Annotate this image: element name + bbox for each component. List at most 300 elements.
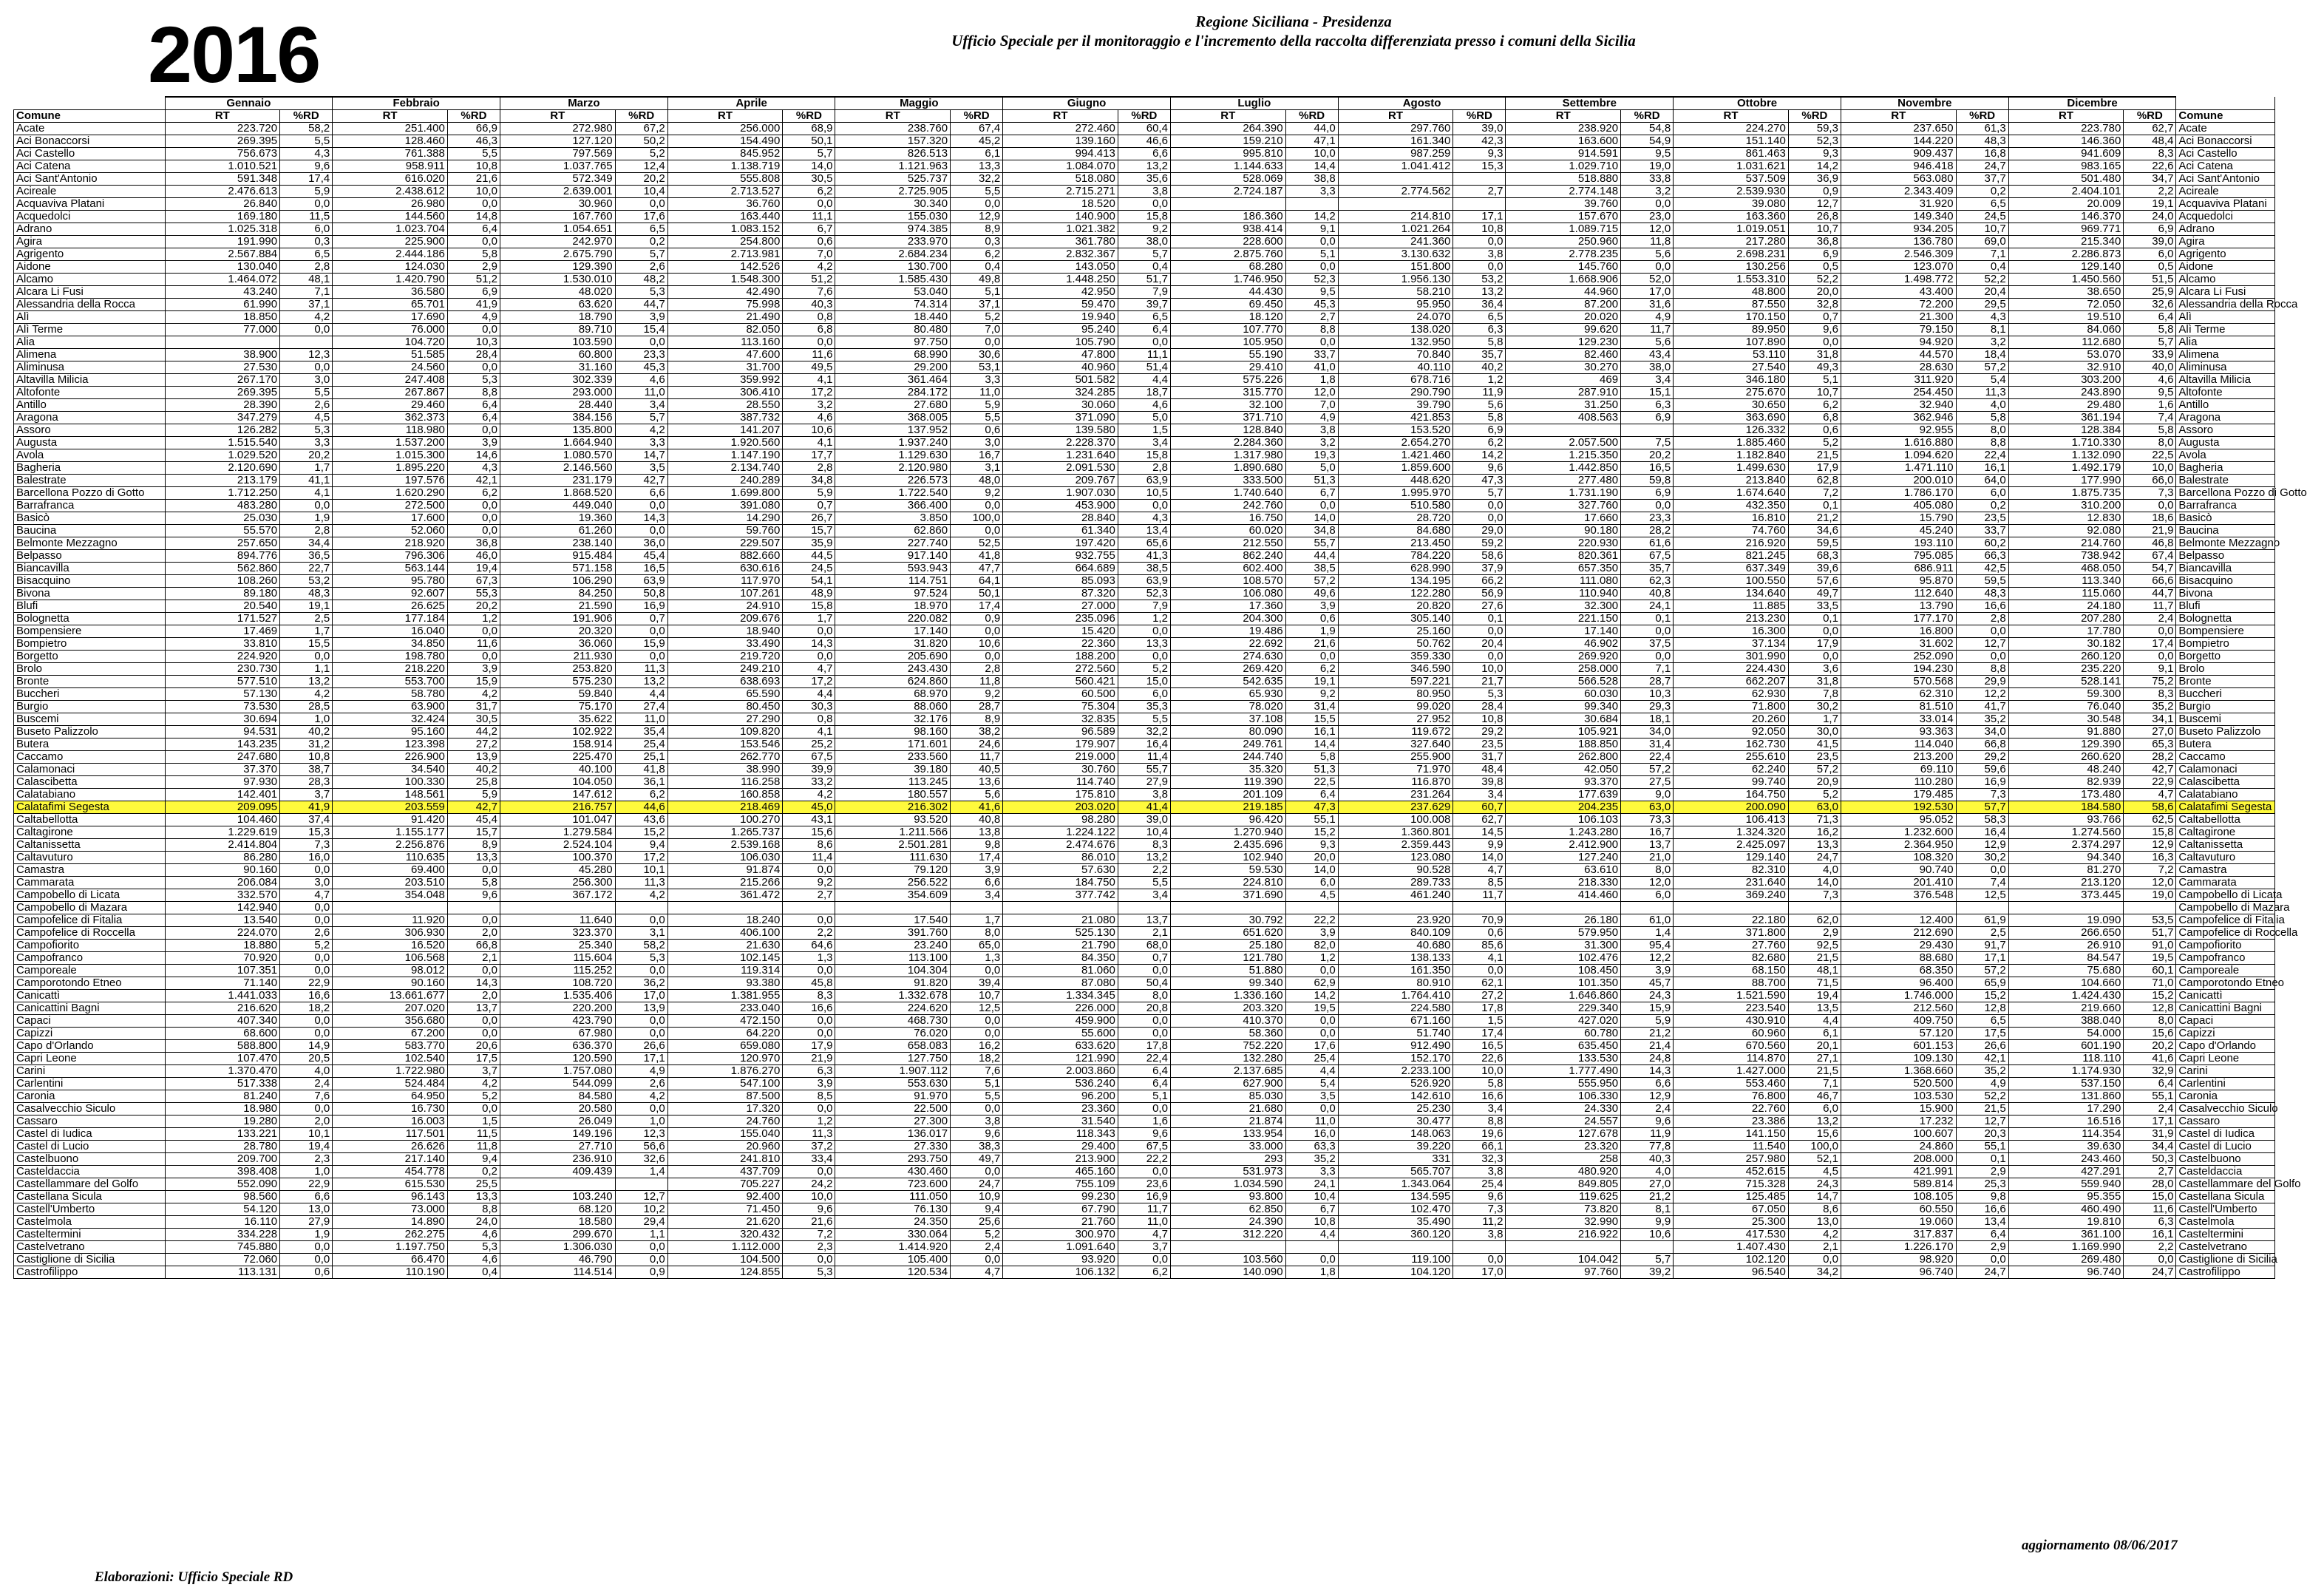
- rt-cell: 102.476: [1506, 952, 1621, 965]
- rt-cell: 2.713.527: [667, 186, 783, 198]
- rt-cell: 114.870: [1674, 1053, 1789, 1065]
- rd-cell: 0,1: [1788, 500, 1841, 512]
- rt-cell: 229.507: [667, 537, 783, 550]
- rd-cell: 6,8: [1788, 412, 1841, 424]
- rt-cell: 39.630: [2008, 1141, 2124, 1153]
- rt-cell: 217.140: [333, 1153, 448, 1166]
- comune-cell-right: Basicò: [2176, 512, 2275, 525]
- rd-cell: 3,1: [615, 927, 667, 940]
- rd-cell: 3,3: [1285, 186, 1338, 198]
- rd-cell: 4,3: [1118, 512, 1170, 525]
- rd-cell: 41,9: [447, 299, 500, 311]
- rt-cell: 31.820: [835, 638, 951, 651]
- rd-cell: 4,6: [615, 374, 667, 387]
- rd-cell: 21,9: [2124, 525, 2176, 537]
- rd-cell: 0,0: [1118, 1166, 1170, 1178]
- rd-cell: 12,7: [1956, 638, 2008, 651]
- rt-cell: 22.180: [1674, 914, 1789, 927]
- rd-cell: 40,2: [1453, 361, 1506, 374]
- rt-cell: 30.182: [2008, 638, 2124, 651]
- comune-cell: Calatabiano: [14, 789, 166, 801]
- rd-cell: [1956, 902, 2008, 914]
- rd-cell: 0,0: [2124, 500, 2176, 512]
- rd-cell: 5,3: [783, 1266, 835, 1279]
- rd-cell: 4,5: [1788, 1166, 1841, 1178]
- rt-cell: 30.760: [1003, 764, 1118, 776]
- rd-cell: 2,0: [447, 927, 500, 940]
- rt-cell: 18.980: [165, 1103, 280, 1115]
- rd-cell: 6,4: [2124, 311, 2176, 324]
- rd-cell: 6,5: [1956, 1015, 2008, 1028]
- rt-cell: 15.790: [1841, 512, 1956, 525]
- rd-cell: 6,6: [951, 877, 1003, 889]
- rt-cell: 16.110: [165, 1216, 280, 1229]
- rt-cell: 128.384: [2008, 424, 2124, 437]
- rt-cell: 179.485: [1841, 789, 1956, 801]
- rt-cell: 715.328: [1674, 1178, 1789, 1191]
- rd-cell: 6,6: [1118, 148, 1170, 160]
- comune-cell-right: Biancavilla: [2176, 563, 2275, 575]
- rt-cell: 1.620.290: [333, 487, 448, 500]
- comune-cell: Camporeale: [14, 965, 166, 977]
- rd-cell: 0,0: [447, 198, 500, 211]
- rt-cell: 33.000: [1170, 1141, 1285, 1153]
- rd-cell: 35,2: [1285, 1153, 1338, 1166]
- comune-cell-right: Buccheri: [2176, 688, 2275, 701]
- rt-cell: 92.080: [2008, 525, 2124, 537]
- rt-cell: 30.792: [1170, 914, 1285, 927]
- rt-cell: 72.050: [2008, 299, 2124, 311]
- rt-cell: 293.750: [835, 1153, 951, 1166]
- rt-cell: 38.990: [667, 764, 783, 776]
- rd-cell: 57,2: [1621, 764, 1674, 776]
- rt-cell: 226.000: [1003, 1002, 1118, 1015]
- table-row: [14, 651, 2275, 663]
- rt-cell: 53.040: [835, 286, 951, 299]
- table-row: [14, 186, 2275, 198]
- rt-cell: 2.875.760: [1170, 248, 1285, 261]
- rt-cell: 32.424: [333, 713, 448, 726]
- rd-cell: 34,0: [1956, 726, 2008, 738]
- rt-cell: 186.360: [1170, 211, 1285, 223]
- rd-cell: 13,2: [280, 676, 333, 688]
- rd-cell: 0,0: [1453, 512, 1506, 525]
- rd-cell: 2,8: [1956, 613, 2008, 625]
- comune-cell-right: Canicattì: [2176, 990, 2275, 1002]
- rd-cell: 48,4: [1453, 764, 1506, 776]
- rt-cell: 184.750: [1003, 877, 1118, 889]
- rt-cell: 542.635: [1170, 676, 1285, 688]
- rd-cell: 14,0: [1788, 877, 1841, 889]
- rd-column-header: %RD: [1788, 110, 1841, 123]
- rt-cell: 142.526: [667, 261, 783, 274]
- rt-cell: 253.820: [500, 663, 616, 676]
- rt-cell: 229.340: [1506, 1002, 1621, 1015]
- rd-cell: 0,0: [280, 1103, 333, 1115]
- rd-cell: 0,6: [783, 236, 835, 248]
- rd-cell: 4,7: [2124, 789, 2176, 801]
- rd-cell: 52,2: [1788, 274, 1841, 286]
- rt-cell: 18.940: [667, 625, 783, 638]
- rd-cell: 0,0: [783, 198, 835, 211]
- rt-cell: 177.639: [1506, 789, 1621, 801]
- rd-cell: 0,0: [951, 1015, 1003, 1028]
- rd-cell: 33,4: [783, 1153, 835, 1166]
- rd-cell: 0,0: [615, 1103, 667, 1115]
- comune-cell: Aci Sant'Antonio: [14, 173, 166, 186]
- rd-cell: 15,8: [1118, 449, 1170, 462]
- rd-cell: 7,1: [280, 286, 333, 299]
- rd-cell: 28,4: [447, 349, 500, 361]
- rt-cell: [2008, 902, 2124, 914]
- rd-cell: 0,0: [1285, 651, 1338, 663]
- comune-cell-right: Cassaro: [2176, 1115, 2275, 1128]
- rt-cell: 30.340: [835, 198, 951, 211]
- rt-cell: 359.330: [1338, 651, 1453, 663]
- rd-cell: 0,0: [951, 1254, 1003, 1266]
- rt-cell: 47.600: [667, 349, 783, 361]
- rt-cell: 93.766: [2008, 814, 2124, 826]
- rt-cell: 20.580: [500, 1103, 616, 1115]
- rt-cell: 705.227: [667, 1178, 783, 1191]
- rt-cell: 13.790: [1841, 600, 1956, 613]
- rd-cell: 0,0: [783, 965, 835, 977]
- rt-cell: 70.920: [165, 952, 280, 965]
- rd-cell: 1,9: [280, 512, 333, 525]
- rd-cell: 50,2: [615, 135, 667, 148]
- rt-cell: 102.120: [1674, 1254, 1789, 1266]
- rd-cell: 31,8: [1788, 349, 1841, 361]
- rd-cell: 17,1: [1453, 211, 1506, 223]
- rd-cell: 24,5: [783, 563, 835, 575]
- rd-cell: [1621, 424, 1674, 437]
- rt-cell: 244.740: [1170, 751, 1285, 764]
- rd-cell: 14,8: [447, 211, 500, 223]
- rd-cell: 4,0: [280, 1065, 333, 1078]
- rt-cell: 430.910: [1674, 1015, 1789, 1028]
- table-row: [14, 789, 2275, 801]
- rt-cell: 1.381.955: [667, 990, 783, 1002]
- rd-cell: 48,3: [280, 588, 333, 600]
- rd-cell: 14,0: [783, 160, 835, 173]
- rt-cell: 73.820: [1506, 1203, 1621, 1216]
- rd-cell: 5,3: [280, 424, 333, 437]
- rt-cell: 65.590: [667, 688, 783, 701]
- rt-cell: 58.780: [333, 688, 448, 701]
- rt-cell: 225.900: [333, 236, 448, 248]
- rt-cell: 203.320: [1170, 1002, 1285, 1015]
- rd-cell: 15,6: [783, 826, 835, 839]
- rd-cell: 5,7: [783, 148, 835, 160]
- rd-cell: 5,5: [447, 148, 500, 160]
- rt-cell: 406.100: [667, 927, 783, 940]
- rd-cell: 4,4: [1788, 1015, 1841, 1028]
- rd-cell: 40,5: [951, 764, 1003, 776]
- rt-cell: 1.091.640: [1003, 1241, 1118, 1254]
- rt-cell: 71.800: [1674, 701, 1789, 713]
- rd-cell: 41,9: [280, 801, 333, 814]
- rd-cell: 23,5: [1453, 738, 1506, 751]
- rd-cell: 6,6: [280, 1191, 333, 1203]
- rt-cell: 108.260: [165, 575, 280, 588]
- rt-cell: 2.228.370: [1003, 437, 1118, 449]
- rt-cell: 1.424.430: [2008, 990, 2124, 1002]
- rd-cell: 0,0: [951, 1103, 1003, 1115]
- comune-cell: Cassaro: [14, 1115, 166, 1128]
- rd-cell: 0,8: [783, 311, 835, 324]
- rt-cell: 330.064: [835, 1229, 951, 1241]
- rd-cell: 19,4: [447, 563, 500, 575]
- rd-cell: 31,4: [1621, 738, 1674, 751]
- rd-cell: 7,3: [1956, 789, 2008, 801]
- rt-cell: 93.920: [1003, 1254, 1118, 1266]
- rd-cell: 54,7: [2124, 563, 2176, 575]
- rd-cell: 51,3: [1285, 764, 1338, 776]
- rd-cell: 75,2: [2124, 676, 2176, 688]
- rt-cell: 262.800: [1506, 751, 1621, 764]
- rt-cell: 92.400: [667, 1191, 783, 1203]
- rt-cell: 360.120: [1338, 1229, 1453, 1241]
- rt-cell: 136.780: [1841, 236, 1956, 248]
- rt-cell: 102.470: [1338, 1203, 1453, 1216]
- rd-cell: 9,8: [951, 839, 1003, 852]
- rd-cell: 8,0: [1956, 424, 2008, 437]
- rt-cell: 627.900: [1170, 1078, 1285, 1090]
- rt-cell: 387.732: [667, 412, 783, 424]
- rt-cell: 1.084.070: [1003, 160, 1118, 173]
- rt-cell: 113.160: [667, 336, 783, 349]
- rt-cell: 20.960: [667, 1141, 783, 1153]
- rd-cell: 4,0: [1788, 864, 1841, 877]
- rd-cell: 40,2: [447, 764, 500, 776]
- rt-cell: 526.920: [1338, 1078, 1453, 1090]
- rd-cell: 10,8: [447, 160, 500, 173]
- rt-cell: 34.540: [333, 764, 448, 776]
- rd-cell: 3,3: [280, 437, 333, 449]
- rt-cell: 230.730: [165, 663, 280, 676]
- rd-cell: 0,2: [447, 1166, 500, 1178]
- rd-cell: 52,1: [1788, 1153, 1841, 1166]
- rd-cell: 24,8: [1621, 1053, 1674, 1065]
- rd-cell: 0,0: [280, 1254, 333, 1266]
- rd-cell: 0,0: [447, 1028, 500, 1040]
- table-row: [14, 424, 2275, 437]
- rd-cell: 38,2: [951, 726, 1003, 738]
- rt-cell: 79.120: [835, 864, 951, 877]
- rd-cell: 0,0: [1453, 236, 1506, 248]
- rd-cell: 6,2: [1453, 437, 1506, 449]
- rd-cell: 3,4: [1118, 437, 1170, 449]
- rt-cell: [1674, 902, 1789, 914]
- rd-cell: 0,0: [783, 1103, 835, 1115]
- rt-cell: 437.709: [667, 1166, 783, 1178]
- rd-cell: 55,7: [1118, 764, 1170, 776]
- table-row: [14, 525, 2275, 537]
- rd-cell: 4,9: [1956, 1078, 2008, 1090]
- rd-cell: 13,5: [1788, 1002, 1841, 1015]
- rd-cell: 1,9: [280, 1229, 333, 1241]
- table-row: [14, 1053, 2275, 1065]
- rd-cell: 91,7: [1956, 940, 2008, 952]
- rt-cell: 264.390: [1170, 123, 1285, 135]
- rd-cell: 2,1: [447, 952, 500, 965]
- comune-cell: Castel di Iudica: [14, 1128, 166, 1141]
- rt-cell: 421.853: [1338, 412, 1453, 424]
- rd-cell: 61,9: [1956, 914, 2008, 927]
- rt-cell: 163.600: [1506, 135, 1621, 148]
- rd-cell: 0,0: [2124, 625, 2176, 638]
- rt-cell: 48.800: [1674, 286, 1789, 299]
- rt-cell: 141.150: [1674, 1128, 1789, 1141]
- rt-cell: 16.800: [1841, 625, 1956, 638]
- rt-cell: 72.060: [165, 1254, 280, 1266]
- rd-cell: 58,6: [1453, 550, 1506, 563]
- rd-cell: 69,0: [1956, 236, 2008, 248]
- rt-cell: 76.130: [835, 1203, 951, 1216]
- rt-cell: 310.200: [2008, 500, 2124, 512]
- rd-cell: 21,4: [1621, 1040, 1674, 1053]
- rt-cell: 84.060: [2008, 324, 2124, 336]
- rt-cell: 27.300: [835, 1115, 951, 1128]
- rt-cell: 100.270: [667, 814, 783, 826]
- rd-cell: 0,0: [1453, 625, 1506, 638]
- rd-cell: 20,8: [1118, 1002, 1170, 1015]
- rt-cell: 212.560: [1841, 1002, 1956, 1015]
- rt-cell: 129.390: [2008, 738, 2124, 751]
- rd-cell: 0,0: [447, 1015, 500, 1028]
- rd-cell: 10,7: [1788, 387, 1841, 399]
- rt-cell: 161.340: [1338, 135, 1453, 148]
- rt-cell: [1338, 173, 1453, 186]
- table-row: [14, 399, 2275, 412]
- table-row: [14, 1015, 2275, 1028]
- rd-cell: 0,0: [447, 864, 500, 877]
- rt-cell: 40.680: [1338, 940, 1453, 952]
- rt-cell: 1.279.584: [500, 826, 616, 839]
- comune-cell: Agira: [14, 236, 166, 248]
- rd-cell: 0,0: [1621, 261, 1674, 274]
- rt-cell: 525.737: [835, 173, 951, 186]
- rd-cell: 0,0: [615, 625, 667, 638]
- rt-cell: 1.859.600: [1338, 462, 1453, 475]
- rt-cell: 31.920: [1841, 198, 1956, 211]
- rd-cell: 28,7: [951, 701, 1003, 713]
- rt-cell: 120.534: [835, 1266, 951, 1279]
- rt-cell: 84.680: [1338, 525, 1453, 537]
- rt-cell: 32.300: [1506, 600, 1621, 613]
- rd-cell: 4,1: [783, 437, 835, 449]
- rt-cell: 616.020: [333, 173, 448, 186]
- rt-cell: 104.460: [165, 814, 280, 826]
- rt-cell: 102.922: [500, 726, 616, 738]
- rd-cell: 13,8: [951, 826, 1003, 839]
- comune-cell-right: Assoro: [2176, 424, 2275, 437]
- rt-cell: 59.840: [500, 688, 616, 701]
- rt-cell: 89.710: [500, 324, 616, 336]
- rd-cell: 40,3: [783, 299, 835, 311]
- rt-cell: 82.050: [667, 324, 783, 336]
- rt-cell: 81.510: [1841, 701, 1956, 713]
- rd-cell: 9,0: [1621, 789, 1674, 801]
- rt-cell: 216.302: [835, 801, 951, 814]
- rd-cell: 34,6: [1788, 525, 1841, 537]
- rt-cell: 12.830: [2008, 512, 2124, 525]
- rt-column-header: RT: [333, 110, 448, 123]
- rt-cell: 92.050: [1674, 726, 1789, 738]
- rt-cell: 227.740: [835, 537, 951, 550]
- rd-cell: 10,6: [783, 424, 835, 437]
- rt-cell: 2.639.001: [500, 186, 616, 198]
- rd-cell: 37,5: [1621, 638, 1674, 651]
- rd-cell: 0,2: [615, 236, 667, 248]
- rt-cell: 1.868.520: [500, 487, 616, 500]
- rd-cell: 49,7: [951, 1153, 1003, 1166]
- rt-cell: 459.900: [1003, 1015, 1118, 1028]
- rd-column-header: %RD: [1453, 110, 1506, 123]
- rt-cell: 88.060: [835, 701, 951, 713]
- rd-cell: 59,5: [1956, 575, 2008, 588]
- rd-cell: 8,9: [951, 223, 1003, 236]
- table-row: [14, 814, 2275, 826]
- rt-cell: 796.306: [333, 550, 448, 563]
- comune-cell: Bisacquino: [14, 575, 166, 588]
- rt-cell: 1.215.350: [1506, 449, 1621, 462]
- rd-cell: 64,1: [951, 575, 1003, 588]
- rt-cell: 1.211.566: [835, 826, 951, 839]
- rt-cell: 303.200: [2008, 374, 2124, 387]
- rt-cell: 211.930: [500, 651, 616, 663]
- rt-cell: 974.385: [835, 223, 951, 236]
- rd-cell: 39,8: [1453, 776, 1506, 789]
- rt-cell: 324.285: [1003, 387, 1118, 399]
- rd-cell: 11,9: [1453, 387, 1506, 399]
- rd-cell: 21,2: [1788, 512, 1841, 525]
- rd-cell: 44,6: [615, 801, 667, 814]
- rt-cell: 67.050: [1674, 1203, 1789, 1216]
- rd-cell: 47,1: [1285, 135, 1338, 148]
- comune-cell-right: Camporeale: [2176, 965, 2275, 977]
- rd-cell: 62,1: [1453, 977, 1506, 990]
- rt-cell: 572.349: [500, 173, 616, 186]
- rt-cell: 191.990: [165, 236, 280, 248]
- rt-cell: 213.450: [1338, 537, 1453, 550]
- rt-cell: 224.270: [1674, 123, 1789, 135]
- rd-cell: 2,6: [280, 927, 333, 940]
- rt-cell: 266.650: [2008, 927, 2124, 940]
- rd-cell: 100,0: [951, 512, 1003, 525]
- rd-cell: [1621, 902, 1674, 914]
- rd-cell: 10,0: [447, 186, 500, 198]
- rt-cell: 207.280: [2008, 613, 2124, 625]
- rd-cell: 11,3: [783, 1128, 835, 1141]
- rt-column-header: RT: [1674, 110, 1789, 123]
- rd-cell: 0,0: [1285, 965, 1338, 977]
- rd-cell: 32,2: [1118, 726, 1170, 738]
- rd-cell: 0,0: [1621, 198, 1674, 211]
- table-row: [14, 575, 2275, 588]
- rd-cell: 63,9: [1118, 575, 1170, 588]
- comune-cell-right: Altavilla Milicia: [2176, 374, 2275, 387]
- comune-cell: Balestrate: [14, 475, 166, 487]
- rd-cell: 26,8: [1788, 211, 1841, 223]
- rd-cell: 12,0: [1285, 387, 1338, 399]
- table-row: [14, 336, 2275, 349]
- rt-cell: 371.090: [1003, 412, 1118, 424]
- rt-cell: 468.050: [2008, 563, 2124, 575]
- rd-cell: 0,0: [447, 361, 500, 374]
- rt-cell: 591.348: [165, 173, 280, 186]
- rt-cell: 1.441.033: [165, 990, 280, 1002]
